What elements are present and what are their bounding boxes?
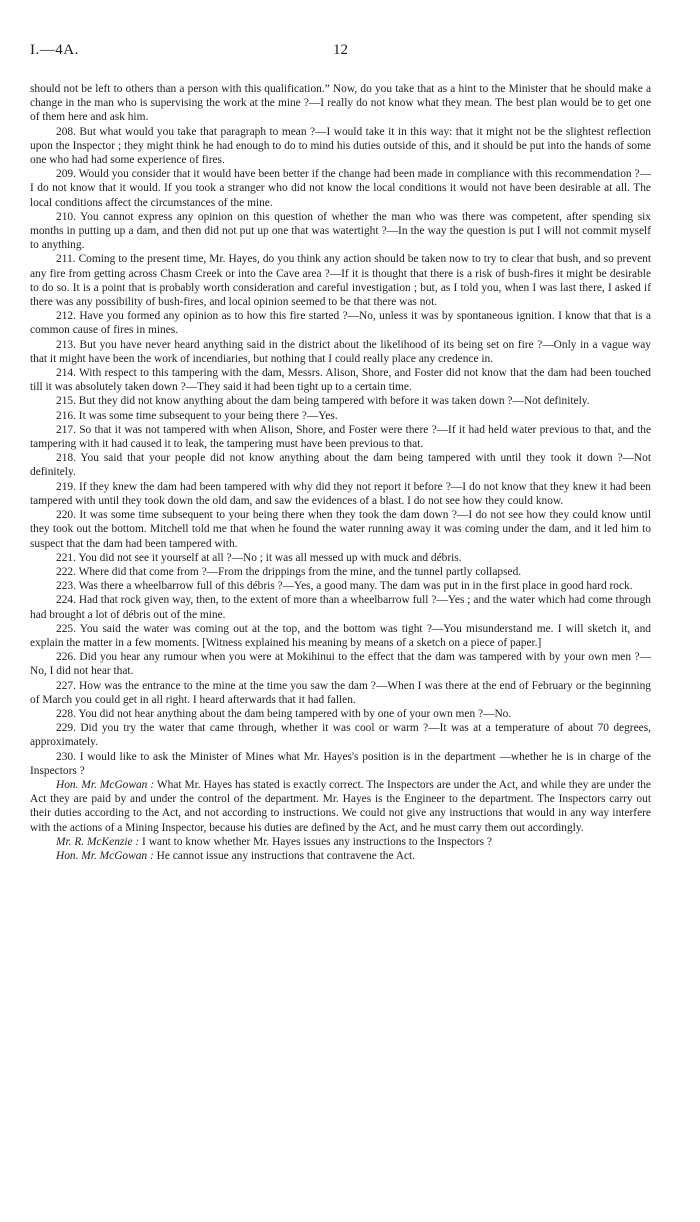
paragraph-text: 229. Did you try the water that came through, whether it was cool or warm ?—It was at a temperature of about 70 degrees, approximately. — [30, 722, 651, 749]
speaker-paragraph — [30, 835, 651, 849]
paragraph-text: 217. So that it was not tampered with when Alison, Shore, and Foster were there ?—If it had held water previous to that, and the tampering with it had caused it to leak, the tampering must have been previous to that. — [30, 423, 651, 451]
question-answer-paragraph — [30, 309, 651, 337]
paragraph-text: I want to know whether Mr. Hayes issues any instructions to the Inspectors ? — [139, 835, 492, 848]
question-answer-paragraph — [30, 210, 651, 253]
speaker-name: Hon. Mr. McGowan : — [56, 849, 154, 862]
question-answer-paragraph — [30, 650, 651, 678]
question-answer-paragraph — [30, 366, 651, 394]
paragraph-text: 220. It was some time subsequent to your being there when they took the dam down ?—I do not see how they could know until they took out the bottom. Mitchell told me that when he found the water running away it was coming under the dam, and it led him to suspect that the dam had been tampered with. — [30, 509, 651, 550]
paragraph-text: 218. You said that your people did not know anything about the dam being tampered with until they took it down ?—Not definitely. — [30, 452, 651, 479]
paragraph-text: 216. It was some time subsequent to your being there ?—Yes. — [56, 409, 338, 422]
paragraph-text: 208. But what would you take that paragraph to mean ?—I would take it in this way: that it might not be the slightest reflection upon the Inspector ; they might think he had enough to do to mind his duties outside of this, and it should be put into the hands of some one who had had some experience of fires. — [30, 125, 651, 167]
evidence-text — [30, 82, 651, 863]
question-answer-paragraph — [30, 252, 651, 309]
paragraph-text: 222. Where did that come from ?—From the drippings from the mine, and the tunnel partly collapsed. — [56, 565, 522, 578]
question-answer-paragraph — [30, 167, 651, 210]
question-answer-paragraph — [30, 394, 651, 408]
paragraph-text: 211. Coming to the present time, Mr. Hayes, do you think any action should be taken now to try to clear that bush, and so prevent any fire from getting across Chasm Creek or into the Cave area ?—If it is thought that there is a risk of bush-fires it might be desirable to do so. It is a point that is probably worth consideration and careful investigation ; but, as I told you, when I was last there, I asked if there was any possibility of bush-fires, and local opinion seemed to be that there was not. — [30, 253, 651, 309]
question-answer-paragraph — [30, 423, 651, 451]
speaker-paragraph — [30, 778, 651, 835]
question-answer-paragraph — [30, 125, 651, 168]
paragraph-text: 225. You said the water was coming out at the top, and the bottom was tight ?—You misunderstand me. I will sketch it, and explain the matter in a few moments. [Witness explained his meaning by means of a sketch on a piece of paper.] — [30, 622, 651, 649]
paragraph-text: 224. Had that rock given way, then, to the extent of more than a wheelbarrow full ?—Yes ; and the water which had come through had brought a lot of débris out of the mine. — [30, 594, 651, 621]
paragraph-text: 228. You did not hear anything about the dam being tampered with by one of your own men ?—No. — [56, 707, 512, 720]
paragraph-text: 213. But you have never heard anything said in the district about the likelihood of its being set on fire ?—Only in a vague way that it might have been the work of incendiaries, but nothing that I could really place any credence in. — [30, 338, 651, 365]
question-answer-paragraph — [30, 551, 651, 565]
page-header — [30, 42, 651, 82]
paragraph-text: 221. You did not see it yourself at all ?—No ; it was all messed up with muck and débris. — [56, 551, 462, 564]
document-page — [30, 42, 651, 863]
question-answer-paragraph — [30, 579, 651, 593]
paragraph-text: 209. Would you consider that it would have been better if the change had been made in compliance with this recommendation ?—I do not know that it would. If you took a stranger who did not know the local conditions it would not have been desirable at all. The local conditions affect the circumstances of the mine. — [30, 168, 651, 209]
paragraph-text: 215. But they did not know anything about the dam being tampered with before it was taken down ?—Not definitely. — [56, 395, 590, 408]
question-answer-paragraph — [30, 622, 651, 650]
page-number: 12 — [333, 42, 348, 58]
paragraph-text: 219. If they knew the dam had been tampered with why did they not report it before ?—I do not know that they knew it had been tampered with until they took down the old dam, and saw the evidences of a blast. I do not see how they could know. — [30, 480, 651, 507]
question-answer-paragraph — [30, 679, 651, 707]
question-answer-paragraph — [30, 593, 651, 621]
question-answer-paragraph — [30, 565, 651, 579]
question-answer-paragraph — [30, 707, 651, 721]
paragraph-text: He cannot issue any instructions that contravene the Act. — [153, 849, 416, 862]
question-answer-paragraph — [30, 451, 651, 479]
document-reference: I.—4A. — [30, 42, 79, 58]
speaker-name: Hon. Mr. McGowan : — [56, 778, 155, 791]
paragraph-text: 227. How was the entrance to the mine at the time you saw the dam ?—When I was there at the end of February or the beginning of March you could get in all right. I heard afterwards that it had fallen. — [30, 679, 651, 706]
speaker-name: Mr. R. McKenzie : — [56, 835, 140, 848]
speaker-paragraph — [30, 849, 651, 863]
paragraph-text: should not be left to others than a person with this qualification.” Now, do you take that as a hint to the Minister that he should make a change in the man who is supervising the work at the mine ?—I really do not know what they mean. The best plan would be to get one of them here and ask him. — [30, 83, 651, 124]
question-answer-paragraph — [30, 480, 651, 508]
paragraph-text: 230. I would like to ask the Minister of Mines what Mr. Hayes's position is in the department —whether he is in charge of the Inspectors ? — [30, 750, 651, 777]
paragraph-text: What Mr. Hayes has stated is exactly correct. The Inspectors are under the Act, and while they are under the Act they are paid by and under the control of the department. Mr. Hayes is the Engineer to the department. The Inspectors carry out their duties according to the Act, and not according to instructions. We could not give any instructions that would in any way interfere with the actions of a Mining Inspector, because his duties are defined by the Act, and he must carry them out accordingly. — [30, 778, 651, 834]
paragraph-text: 210. You cannot express any opinion on this question of whether the man who was there was competent, after spending six months in putting up a dam, and then did not put up one that was watertight ?—In the way the question is put I will not commit myself to anything. — [30, 210, 651, 252]
question-answer-paragraph — [30, 508, 651, 551]
question-answer-paragraph — [30, 721, 651, 749]
paragraph-text: 214. With respect to this tampering with the dam, Messrs. Alison, Shore, and Foster did not know that the dam had been touched till it was absolutely taken down ?—They said it had been tight up to a certain time. — [30, 367, 651, 394]
question-answer-paragraph — [30, 338, 651, 366]
paragraph-text: 223. Was there a wheelbarrow full of this débris ?—Yes, a good many. The dam was put in in the first place in good hard rock. — [56, 580, 633, 593]
paragraph-text: 212. Have you formed any opinion as to how this fire started ?—No, unless it was by spontaneous ignition. I know that that is a common cause of fires in mines. — [30, 310, 651, 337]
question-answer-paragraph — [30, 409, 651, 423]
question-answer-paragraph — [30, 750, 651, 778]
paragraph-text: 226. Did you hear any rumour when you were at Mokihinui to the effect that the dam was tampered with by your own men ?—No, I did not hear that. — [30, 651, 651, 678]
continued-paragraph — [30, 82, 651, 125]
